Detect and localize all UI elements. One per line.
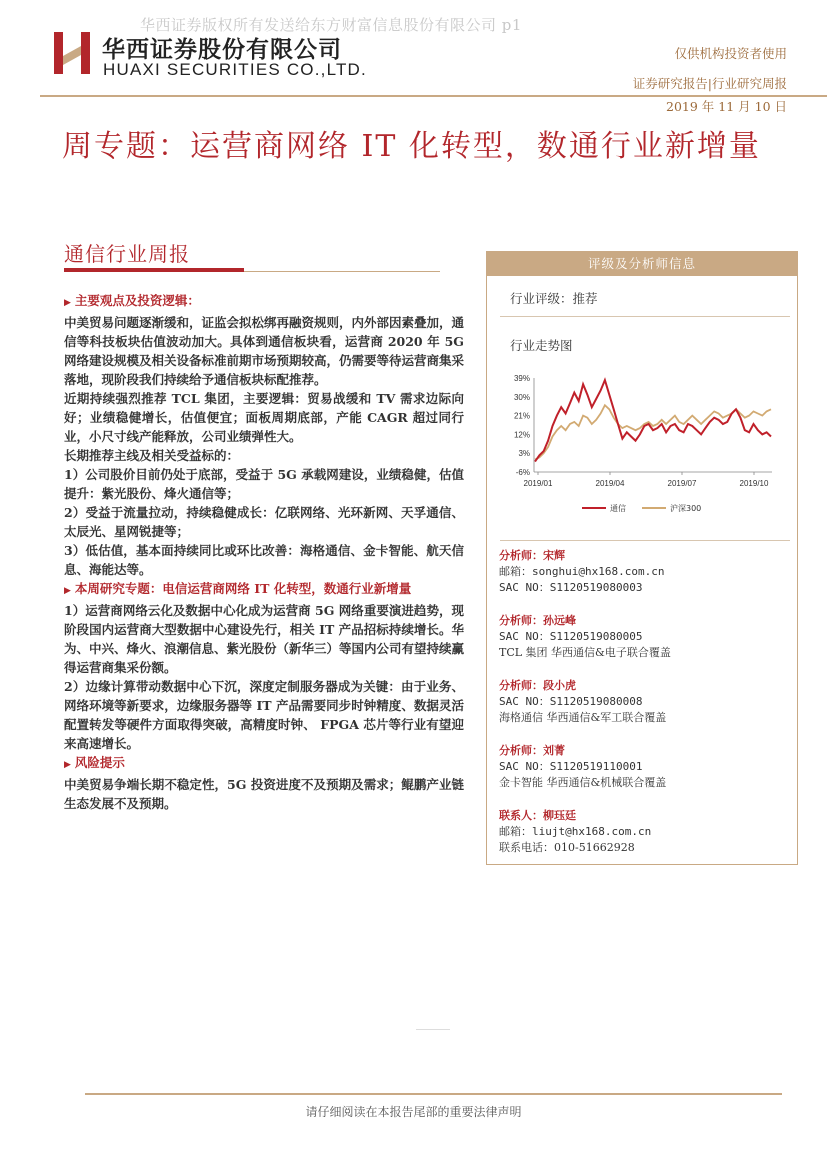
sidebar-header: 评级及分析师信息 (487, 252, 797, 276)
x-tick-label: 2019/01 (523, 479, 553, 488)
report-body (64, 291, 464, 813)
trend-chart-title: 行业走势图 (510, 338, 573, 353)
x-tick-label: 2019/10 (739, 479, 769, 488)
paragraph: 长期推荐主线及相关受益标的： (64, 448, 240, 463)
y-tick-label: 12% (513, 430, 530, 440)
paragraph: 中美贸易问题逐渐缓和，证监会拟松绑再融资规则，内外部因素叠加，通信等科技板块估值波动加大。具体到通信板块看，运营商 2020 年 5G 网络建设规模及相关设备标准前期市场预期较高，仍需要等待运营商集采落地，现阶段我们持续给予通信板块标配推荐。 (64, 315, 465, 387)
sidebar-rule (500, 540, 790, 541)
divider (416, 1029, 450, 1030)
y-tick-label: 21% (513, 411, 530, 421)
y-tick-label: -6% (515, 468, 530, 477)
heading-risk: ▶ 风险提示 (64, 755, 125, 770)
report-title: 周专题：运营商网络 IT 化转型，数通行业新增量 (62, 129, 761, 164)
sidebar-rule (500, 316, 790, 317)
y-tick-label: 3% (518, 449, 530, 459)
footer-disclaimer: 请仔细阅读在本报告尾部的重要法律声明 (305, 1105, 522, 1119)
report-type: 证券研究报告|行业研究周报 (632, 76, 787, 91)
analyst-card: 分析师：孙远峰 SAC NO：S1120519080005 TCL 集团 华西通信&电子联合覆盖 (499, 614, 671, 659)
paragraph: 近期持续强烈推荐 TCL 集团，主要逻辑：贸易战缓和 TV 需求边际向好；业绩稳健增长，估值便宜；面板周期底部，产能 CAGR 超过同行业，小尺寸线产能释放，公司业绩弹性大。 (64, 391, 464, 444)
analyst-card: 分析师：宋辉 邮箱：songhui@hx168.com.cn SAC NO：S1120519080003 (499, 549, 665, 594)
analyst-card: 分析师：刘菁 SAC NO：S1120519110001 金卡智能 华西通信&机械联合覆盖 (499, 744, 667, 789)
legend-label: 通信 (610, 504, 626, 513)
paragraph: 1）公司股价目前仍处于底部，受益于 5G 承载网建设，业绩稳健，估值提升：紫光股份、烽火通信等； (64, 467, 464, 501)
y-tick-label: 39% (513, 374, 530, 383)
section-title: 通信行业周报 (64, 242, 190, 266)
paragraph: 中美贸易争端长期不稳定性，5G 投资进度不及预期及需求；鲲鹏产业链生态发展不及预期。 (64, 777, 464, 811)
analyst-card: 分析师：段小虎 SAC NO：S1120519080008 海格通信 华西通信&军工联合覆盖 (499, 679, 667, 724)
heading-weekly-topic: ▶ 本周研究专题：电信运营商网络 IT 化转型，数通行业新增量 (64, 581, 412, 596)
paragraph: 3）低估值，基本面持续同比或环比改善：海格通信、金卡智能、航天信息、海能达等。 (64, 543, 464, 577)
footer-rule (85, 1093, 782, 1095)
x-tick-label: 2019/04 (595, 479, 625, 488)
paragraph: 2）受益于流量拉动，持续稳健成长：亿联网络、光环新网、天孚通信、太辰光、星网锐捷等； (64, 505, 464, 539)
x-tick-label: 2019/07 (667, 479, 697, 488)
audience-note: 仅供机构投资者使用 (674, 46, 787, 61)
paragraph: 1）运营商网络云化及数据中心化成为运营商 5G 网络重要演进趋势，现阶段国内运营商大型数据中心建设先行，相关 IT 产品招标持续增长。华为、中兴、烽火、浪潮信息、紫光股份（新华三）等国内公司有望持续赢得运营商集采份额。 (64, 603, 465, 675)
y-tick-label: 30% (513, 392, 530, 402)
heading-main-points: ▶ 主要观点及投资逻辑： (64, 293, 200, 308)
trend-chart (500, 366, 790, 526)
company-name-en: HUAXI SECURITIES CO.,LTD. (103, 60, 367, 79)
legend-label: 沪深300 (670, 504, 702, 513)
series-line-hs300 (535, 405, 771, 459)
huaxi-logo-icon (52, 30, 92, 76)
section-rule-accent (64, 268, 244, 272)
paragraph: 2）边缘计算带动数据中心下沉，深度定制服务器成为关键：由于业务、网络环境等新要求，边缘服务器等 IT 产品需要同步时钟精度、数据灵活配置转发等硬件方面取得突破，高精度时钟、 FPGA 芯片等行业有望迎来高速增长。 (64, 679, 464, 751)
contact-card: 联系人：柳珏廷 邮箱：liujt@hx168.com.cn 联系电话：010-51662928 (499, 809, 652, 854)
report-date: 2019 年 11 月 10 日 (666, 99, 787, 114)
company-name-cn: 华西证券股份有限公司 (102, 37, 342, 63)
series-line-tongxin (535, 380, 771, 462)
industry-rating: 行业评级：推荐 (510, 291, 598, 306)
watermark: 华西证券版权所有发送给东方财富信息股份有限公司 p1 (140, 16, 522, 34)
